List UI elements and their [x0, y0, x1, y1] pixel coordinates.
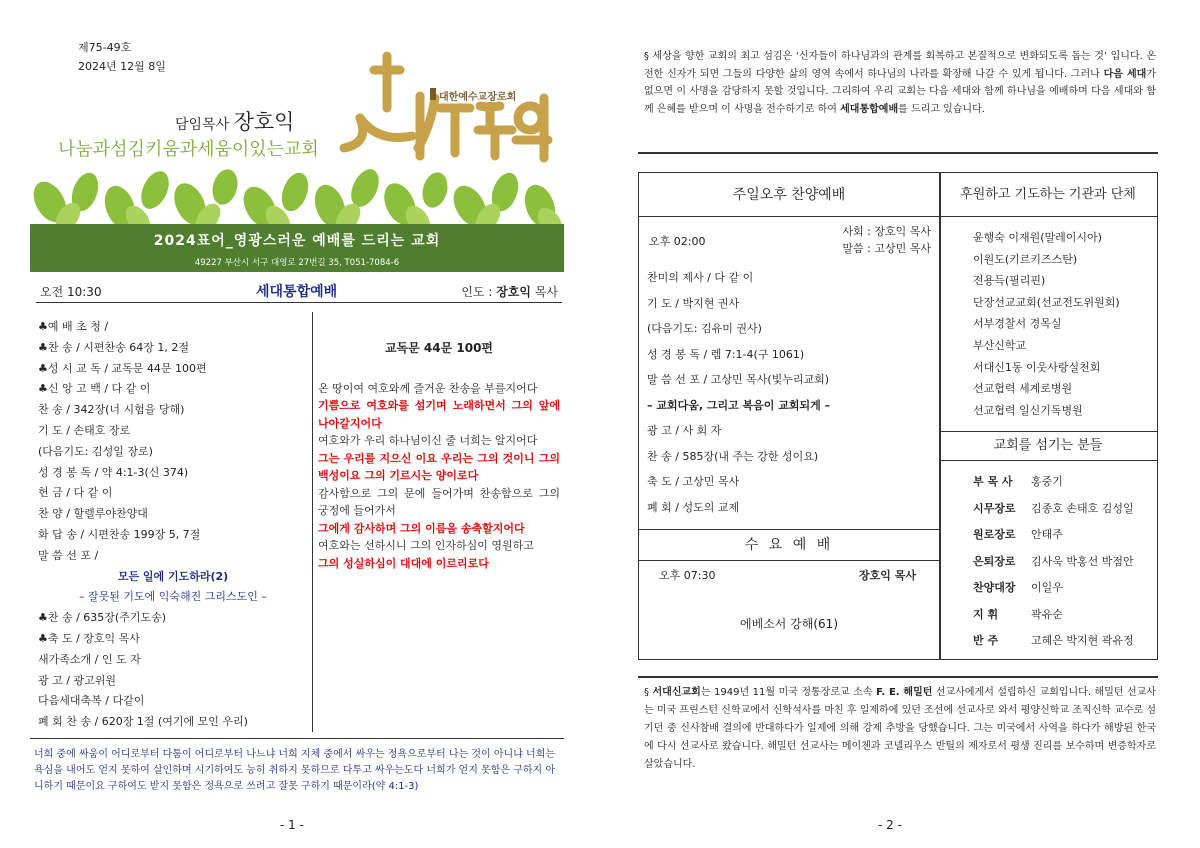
reading-leader-line: 감사함으로 그의 문에 들어가며 찬송함으로 그의 궁정에 들어가서: [318, 486, 560, 517]
intro-bold: 다음 세대: [1103, 68, 1147, 80]
order-item: 찬 양 / 할렐루야찬양대: [38, 507, 148, 521]
list-item: 전용득(필리핀): [973, 274, 1046, 288]
sermon-subtitle: – 잘못된 기도에 익숙해진 그리스도인 –: [79, 590, 267, 604]
staff-row: [973, 579, 1134, 606]
staff-list: [973, 473, 1134, 659]
order-item: 축 도 / 고상민 목사: [647, 475, 740, 488]
page-number-left: - 1 -: [280, 818, 304, 832]
list-item: 서부경찰서 경목실: [973, 317, 1062, 331]
intro-text: § 세상을 향한 교회의 최고 섬김은 ‘신자들이 하나님과의 관계를 회복하고 본질적으로 변화되도록 돕는 것’ 입니다. 온전한 신자가 되면 그들의 다양한 삶의 영역 속에서 하나님의 나라를 확장해 나갈 수 있게 됩니다. 그러나: [644, 51, 1156, 80]
order-item: 폐 회 / 성도의 교제: [647, 500, 740, 514]
divider: [638, 152, 1158, 154]
order-item: ♣축 도 / 장호익 목사: [38, 631, 140, 645]
afternoon-officiants: [842, 223, 931, 257]
order-item: 찬 송 / 342장(너 시험을 당해): [38, 403, 185, 417]
staff-row: [973, 553, 1134, 580]
order-item: 찬 송 / 585장(내 주는 강한 성이요): [647, 449, 819, 463]
staff-names: 김사욱 박홍선 박점안: [1031, 554, 1134, 568]
box-divider: [939, 173, 941, 659]
staff-names: 홍중기: [1031, 475, 1063, 488]
history-mark: §: [644, 687, 653, 698]
morning-title: 세대통합예배: [256, 284, 338, 300]
scripture-verse: 너희 중에 싸움이 어디로부터 다툼이 어디로부터 나느냐 너희 지체 중에서 싸우는 정욕으로부터 나는 것이 아니냐 너희는 욕심을 내어도 얻지 못하여 살인하며 시기하여도 능히 취하지 못하므로 다투고 싸우는도다 너희가 얻지 못함은 구하지 아니하기 때문이요 구하여도 받지 못함은 정욕으로 쓰려고 잘못 구하기 때문이라(약 4:1-3): [30, 738, 564, 803]
order-item: ♣예 배 초 청 /: [38, 320, 109, 333]
staff-names: 이일우: [1031, 581, 1063, 594]
page-number-right: - 2 -: [878, 818, 902, 832]
afternoon-preacher: 말씀 : 고상민 목사: [842, 242, 931, 255]
church-address: 49227 부산시 서구 대영로 27번길 35, T051-7084-6: [194, 258, 400, 268]
order-item: 찬미의 제사 / 다 같 이: [647, 271, 754, 284]
staff-row: [973, 606, 1134, 633]
responsive-reading: [318, 340, 560, 572]
order-item: 기 도 / 손태호 장로: [38, 423, 131, 437]
morning-service-header: [36, 278, 562, 303]
order-item: ♣신 앙 고 백 / 다 같 이: [38, 382, 151, 396]
pastor-name: 장호익: [233, 110, 295, 134]
leader-name: 장호익: [496, 285, 531, 299]
staff-names: 고혜은 박지현 곽유정: [1031, 634, 1134, 647]
intro-text: 가 없으면 이 사명을 감당하지 못할 것입니다. 그리하여 우리 교회는 다음 세대와 함께 하나님을 예배하며 다음 세대와 함께 은혜를 받으며 이 사명을 전수하기로 하여: [644, 68, 1156, 115]
leader-suffix: 목사: [534, 285, 558, 299]
list-item: 윤행숙 이재원(말레이시아): [973, 231, 1102, 244]
order-item: 다음세대축복 / 다같이: [38, 694, 145, 708]
issue-number: 제75-49호: [78, 41, 132, 54]
history-name: F. E. 해밀턴: [876, 687, 933, 698]
order-item: 성 경 봉 독 / 약 4:1-3(신 374): [38, 465, 189, 479]
intro-bold: 세대통합예배: [840, 103, 899, 115]
staff-row: [973, 473, 1134, 500]
wednesday-preacher: 장호익 목사: [859, 569, 916, 582]
reading-leader-line: 여호와가 우리 하나님이신 줄 너희는 알지어다: [318, 434, 538, 447]
reading-leader-line: 여호와는 선하시니 그의 인자하심이 영원하고: [318, 539, 534, 552]
staff-row: [973, 632, 1134, 659]
intro-paragraph: [644, 48, 1156, 118]
staff-title: 교회를 섬기는 분들: [939, 431, 1157, 461]
reading-people-line: 그는 우리를 지으신 이요 우리는 그의 것이니 그의 백성이요 그의 기르시는 양이로다: [318, 451, 560, 482]
church-motto: 나눔과섬김키움과세움이있는교회: [58, 139, 319, 160]
order-item: 화 답 송 / 시편찬송 199장 5, 7절: [38, 527, 201, 541]
order-item: (다음기도: 김성일 장로): [38, 444, 153, 458]
order-item: 폐 회 찬 송 / 620장 1절 (여기에 모인 우리): [38, 715, 248, 729]
reading-people-line: 그에게 감사하며 그의 이름을 송축할지어다: [318, 521, 525, 535]
list-item: 단장선교교회(선교전도위원회): [973, 295, 1120, 309]
staff-role: 시무장로: [973, 501, 1016, 515]
staff-names: 곽유순: [1031, 607, 1063, 621]
morning-time: 오전 10:30: [40, 285, 102, 299]
afternoon-order: [647, 269, 935, 524]
order-item: 말 씀 선 포 /: [38, 548, 99, 562]
reading-leader-line: 온 땅이여 여호와께 즐거운 찬송을 부를지어다: [318, 381, 538, 395]
order-item: 말 씀 선 포 / 고상민 목사(빛누리교회): [647, 373, 830, 386]
senior-pastor: [175, 106, 294, 136]
intro-text: 를 드리고 있습니다.: [898, 103, 985, 115]
wednesday-sermon: 에베소서 강해(61): [740, 617, 838, 631]
order-item: 헌 금 / 다 같 이: [38, 486, 113, 500]
order-item: (다음기도: 김유미 권사): [647, 322, 762, 335]
order-item: ♣성 시 교 독 / 교독문 44문 100편: [38, 361, 207, 375]
staff-role: 은퇴장로: [973, 554, 1016, 568]
wednesday-title: 수 요 예 배: [639, 529, 939, 561]
staff-row: [973, 526, 1134, 553]
staff-role: 찬양대장: [973, 581, 1016, 594]
order-item: 성 경 봉 독 / 렘 7:1-4(구 1061): [647, 347, 805, 361]
history-text: 선교사에게서 설립하신 교회입니다. 해밀턴 선교사는 미국 프린스턴 신학교에서 신학석사를 마친 후 일제하에 있던 조선에 선교사로 와서 평양신학교 조직신학 교수로 섬기던 중 신사참배 결의에 반대하다가 일제에 의해 강제 추방을 당했습니다. 그는 미국에서 사역을 하다가 해방된 한국에 다시 선교사로 왔습니다. 해밀턴 선교사는 메이첸과 코넬리우스 반틸의 제자로서 평생 진리를 보수하며 변증학자로 살았습니다.: [644, 687, 1157, 770]
morning-leader: [461, 283, 558, 300]
order-item: ♣찬 송 / 시편찬송 64장 1, 2절: [38, 340, 190, 354]
order-item: 새가족소개 / 인 도 자: [38, 652, 141, 666]
divider: [638, 676, 1158, 678]
afternoon-sermon-title: – 교회다움, 그리고 복음이 교회되게 –: [647, 398, 831, 412]
denomination-label: 대한예수교장로회: [439, 92, 517, 103]
staff-row: [973, 500, 1134, 527]
church-history: [644, 684, 1156, 774]
list-item: 선교협력 세계로병원: [973, 382, 1073, 396]
order-item: ♣찬 송 / 635장(주기도송): [38, 611, 167, 625]
staff-names: 안태주: [1031, 528, 1063, 541]
staff-role: 지 휘: [973, 607, 999, 621]
reading-title: 교독문 44문 100편: [384, 341, 494, 355]
history-church: 서대신교회: [652, 687, 701, 698]
staff-role: 원로장로: [973, 528, 1016, 541]
morning-order: [38, 318, 308, 734]
church-logo: [330, 48, 560, 163]
sermon-title: 모든 일에 기도하라(2): [117, 569, 229, 583]
history-text: 는 1949년 11월 미국 정통장로교 소속: [700, 687, 876, 698]
issue-info: [78, 38, 166, 76]
order-item: 기 도 / 박지현 권사: [647, 296, 740, 310]
order-item: 광 고 / 사 회 자: [647, 424, 722, 437]
afternoon-host: 사회 : 장호익 목사: [842, 225, 931, 238]
list-item: 부산신학교: [973, 338, 1027, 352]
list-item: 선교협력 일신기독병원: [973, 403, 1083, 417]
pastor-prefix: 담임목사: [175, 117, 230, 133]
staff-names: 김종호 손태호 김성일: [1031, 501, 1134, 515]
banner-title: 2024표어_영광스러운 예배를 드리는 교회: [153, 233, 441, 249]
issue-date: 2024년 12월 8일: [78, 60, 166, 73]
staff-role: 부 목 사: [973, 475, 1013, 488]
supporters-title: 후원하고 기도하는 기관과 단체: [939, 173, 1157, 217]
list-item: 이원도(키르키즈스탄): [973, 252, 1078, 266]
supporters-list: [973, 229, 1120, 423]
wednesday-time: 오후 07:30: [659, 569, 716, 582]
list-item: 서대신1동 이웃사랑실천회: [973, 360, 1101, 374]
leader-label: 인도 :: [461, 285, 493, 299]
reading-people-line: 기쁨으로 여호와를 섬기며 노래하면서 그의 앞에 나아갈지어다: [318, 399, 560, 430]
reading-people-line: 그의 성실하심이 대대에 이르리로다: [318, 556, 489, 570]
column-divider: [312, 312, 313, 732]
afternoon-title: 주일오후 찬양예배: [639, 173, 939, 217]
staff-role: 반 주: [973, 634, 999, 647]
order-item: 광 고 / 광고위원: [38, 673, 116, 687]
afternoon-time: 오후 02:00: [649, 235, 706, 248]
services-box: [638, 172, 1158, 660]
